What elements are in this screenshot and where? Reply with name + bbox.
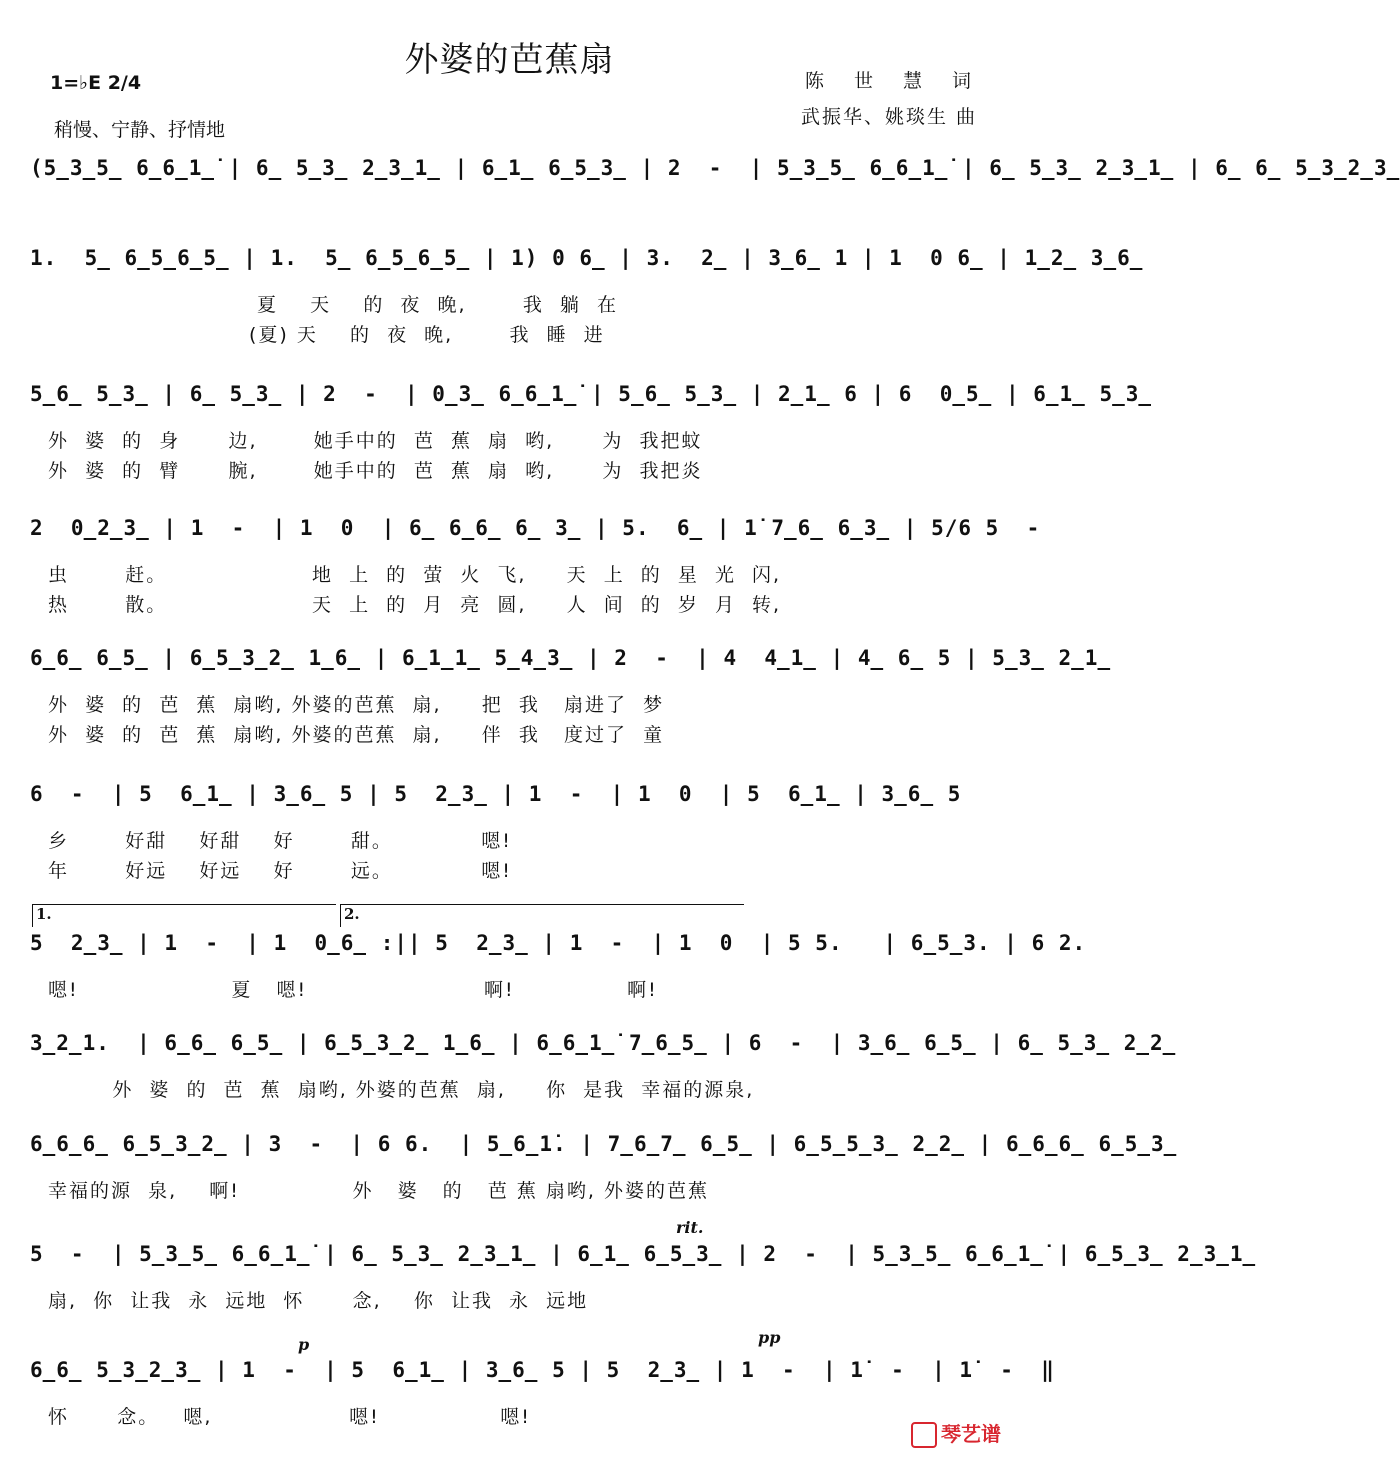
lyrics-verse-1: 乡 好甜 好甜 好 甜。 嗯! — [48, 830, 512, 852]
lyrics-verse-1: 外 婆 的 芭 蕉 扇哟, 外婆的芭蕉 扇, 把 我 扇进了 梦 — [48, 694, 665, 716]
composer-credit: 武振华、姚琰生 曲 — [800, 106, 977, 128]
lyrics-verse-2: 外 婆 的 臂 腕, 她手中的 芭 蕉 扇 哟, 为 我把炎 — [48, 460, 703, 482]
notation-line: 6 - | 5 6̲1̲ | 3̲6̲ 5 | 5 2̲3̲ | 1 - | 1 0 | 5 6̲1̲ | 3̲6̲ 5 — [30, 782, 962, 806]
notation-line: 6̲6̲ 6̲5̲ | 6̲5̲3̲2̲ 1̲6̲ | 6̲1̲1̲ 5̲4̲3̲ | 2 - | 4 4̲1̲ | 4̲ 6̲ 5 | 5̲3̲ 2̲1̲ — [30, 646, 1112, 670]
notation-line: 2 0̲2̲3̲ | 1 - | 1 0 | 6̲ 6̲6̲ 6̲ 3̲ | 5. 6̲ | 1̇ 7̲6̲ 6̲3̲ | 5/6 5 - — [30, 516, 1041, 540]
lyrics-verse-1: 虫 赶。 地 上 的 萤 火 飞, 天 上 的 星 光 闪, — [48, 564, 782, 586]
lyrics-verse-1: 幸福的源 泉, 啊! 外 婆 的 芭 蕉 扇哟, 外婆的芭蕉 — [48, 1180, 709, 1202]
notation-line: 1. 5̲ 6̲5̲6̲5̲ | 1. 5̲ 6̲5̲6̲5̲ | 1) 0 6̲ | 3. 2̲ | 3̲6̲ 1 | 1 0 6̲ | 1̲2̲ 3̲6̲ — [30, 246, 1144, 270]
logo-icon — [911, 1422, 937, 1448]
logo-text: 琴艺谱 — [941, 1421, 1001, 1446]
volta-2: 2. — [340, 904, 744, 927]
notation-line: 3̲2̲1. | 6̲6̲ 6̲5̲ | 6̲5̲3̲2̲ 1̲6̲ | 6̲6̲1̲̇ 7̲6̲5̲ | 6 - | 3̲6̲ 6̲5̲ | 6̲ 5̲3̲ 2̲2̲ — [30, 1031, 1177, 1055]
rit-marking: rit. — [676, 1218, 704, 1237]
lyricist-credit: 陈世慧词 — [804, 70, 1001, 92]
notation-line: 5 2̲3̲ | 1 - | 1 0̲6̲ :|| 5 2̲3̲ | 1 - | 1 0 | 5 5. | 6̲5̲3. | 6 2. — [30, 931, 1087, 955]
key-signature: 1=♭E 2/4 — [50, 72, 142, 94]
lyrics-verse-2: 热 散。 天 上 的 月 亮 圆, 人 间 的 岁 月 转, — [48, 594, 782, 616]
notation-line: 5 - | 5̲3̲5̲ 6̲6̲1̲̇ | 6̲ 5̲3̲ 2̲3̲1̲ | 6̲1̲ 6̲5̲3̲ | 2 - | 5̲3̲5̲ 6̲6̲1̲̇ | 6̲5̲3̲ 2̲3̲1̲ — [30, 1242, 1257, 1266]
notation-line: (5̲3̲5̲ 6̲6̲1̲̇ | 6̲ 5̲3̲ 2̲3̲1̲ | 6̲1̲ 6̲5̲3̲ | 2 - | 5̲3̲5̲ 6̲6̲1̲̇ | 6̲ 5̲3̲ 2̲3̲1̲ | 6̲ 6̲ 5̲3̲2̲3̲ — [30, 156, 1400, 180]
dynamic-p: p — [298, 1335, 310, 1354]
site-logo — [911, 1418, 1001, 1449]
lyrics-verse-1: 外 婆 的 身 边, 她手中的 芭 蕉 扇 哟, 为 我把蚊 — [48, 430, 703, 452]
lyrics-verse-1: 怀 念。 嗯, 嗯! 嗯! — [48, 1406, 531, 1428]
lyrics-verse-1: 外 婆 的 芭 蕉 扇哟, 外婆的芭蕉 扇, 你 是我 幸福的源泉, — [48, 1079, 755, 1101]
song-title: 外婆的芭蕉扇 — [404, 40, 615, 80]
lyrics-verse-1: 嗯! 夏 嗯! 啊! 啊! — [48, 979, 658, 1001]
lyrics-verse-1: 夏 天 的 夜 晚, 我 躺 在 — [48, 294, 618, 316]
tempo-marking: 稍慢、宁静、抒情地 — [54, 119, 226, 141]
lyrics-verse-1: 扇, 你 让我 永 远地 怀 念, 你 让我 永 远地 — [48, 1290, 589, 1312]
notation-line: 6̲6̲6̲ 6̲5̲3̲2̲ | 3 - | 6 6. | 5̲6̲1̇. | 7̲6̲7̲ 6̲5̲ | 6̲5̲5̲3̲ 2̲2̲ | 6̲6̲6̲ 6̲5̲3̲ — [30, 1132, 1178, 1156]
lyrics-verse-2: (夏) 天 的 夜 晚, 我 睡 进 — [48, 324, 605, 346]
volta-1: 1. — [32, 904, 336, 927]
notation-line: 5̲6̲ 5̲3̲ | 6̲ 5̲3̲ | 2 - | 0̲3̲ 6̲6̲1̲̇ | 5̲6̲ 5̲3̲ | 2̲1̲ 6 | 6 0̲5̲ | 6̲1̲ 5̲3̲ — [30, 382, 1153, 406]
dynamic-pp: pp — [758, 1328, 781, 1347]
lyrics-verse-2: 年 好远 好远 好 远。 嗯! — [48, 860, 512, 882]
notation-line: 6̲6̲ 5̲3̲2̲3̲ | 1 - | 5 6̲1̲ | 3̲6̲ 5 | 5 2̲3̲ | 1 - | 1̇ - | 1̇ - ‖ — [30, 1358, 1055, 1382]
lyrics-verse-2: 外 婆 的 芭 蕉 扇哟, 外婆的芭蕉 扇, 伴 我 度过了 童 — [48, 724, 665, 746]
